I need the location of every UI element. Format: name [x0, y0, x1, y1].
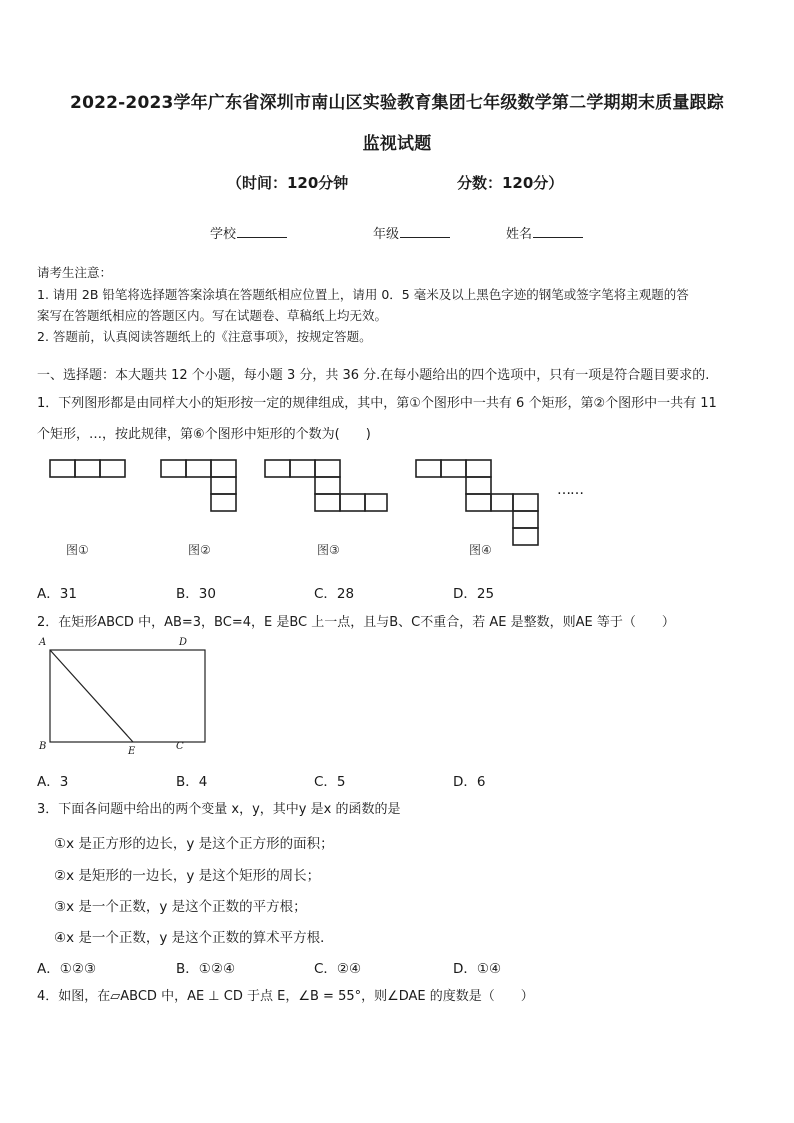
q1-figures	[0, 455, 794, 575]
school-label: 学校	[210, 227, 237, 242]
q3-option-c[interactable]: C．②④	[314, 961, 362, 977]
exam-score: 分数：120分）	[457, 174, 564, 192]
q2-option-b[interactable]: B．4	[176, 774, 208, 790]
q1-option-a[interactable]: A．31	[37, 586, 77, 602]
school-blank	[237, 236, 287, 238]
q3-item-3: ③x 是一个正数，y 是这个正数的平方根；	[54, 899, 307, 915]
grade-field	[373, 223, 450, 242]
q1-fig-label-1: 图①	[66, 543, 89, 557]
q2-option-c[interactable]: C．5	[314, 774, 346, 790]
q3-option-b[interactable]: B．①②④	[176, 961, 236, 977]
q1-fig-label-4: 图④	[469, 543, 492, 557]
q2-label-e: E	[128, 746, 136, 757]
q1-fig-label-2: 图②	[188, 543, 211, 557]
notice-heading: 请考生注意：	[37, 265, 113, 280]
exam-title-line2: 监视试题	[362, 134, 432, 154]
q2-text: 2．在矩形ABCD 中，AB=3，BC=4，E 是BC 上一点，且与B、C不重合，若 AE 是整数，则AE 等于（ ）	[37, 615, 675, 630]
grade-label: 年级	[373, 227, 400, 242]
notice-line2: 案写在答题纸相应的答题区内。写在试题卷、草稿纸上均无效。	[37, 308, 388, 323]
q3-item-2: ②x 是矩形的一边长，y 是这个矩形的周长；	[54, 868, 321, 884]
q3-item-4: ④x 是一个正数，y 是这个正数的算术平方根．	[54, 930, 334, 946]
q3-text: 3．下面各问题中给出的两个变量 x，y，其中y 是x 的函数的是	[37, 802, 401, 817]
notice-line1: 1. 请用 2B 铅笔将选择题答案涂填在答题纸相应位置上，请用 0．5 毫米及以上黑色字迹的钢笔或签字笔将主观题的答	[37, 287, 689, 302]
q1-option-d[interactable]: D．25	[453, 586, 495, 602]
q1-option-b[interactable]: B．30	[176, 586, 216, 602]
q3-option-d[interactable]: D．①④	[453, 961, 502, 977]
q2-label-b: B	[39, 741, 47, 752]
name-field	[506, 223, 583, 242]
notice-line3: 2. 答题前，认真阅读答题纸上的《注意事项》，按规定答题。	[37, 329, 372, 344]
q3-item-1: ①x 是正方形的边长，y 是这个正方形的面积；	[54, 836, 334, 852]
school-field	[210, 223, 287, 242]
q1-ellipsis: ……	[557, 482, 583, 498]
section-heading: 一、选择题：本大题共 12 个小题，每小题 3 分，共 36 分.在每小题给出的四个选项中，只有一项是符合题目要求的.	[37, 368, 710, 383]
q2-option-a[interactable]: A．3	[37, 774, 69, 790]
q2-label-a: A	[39, 637, 47, 648]
grade-blank	[400, 236, 450, 238]
q1-line1: 1．下列图形都是由同样大小的矩形按一定的规律组成，其中，第①个图形中一共有 6 个矩形，第②个图形中一共有 11	[37, 396, 717, 411]
name-blank	[533, 236, 583, 238]
q3-option-a[interactable]: A．①②③	[37, 961, 97, 977]
q1-fig-label-3: 图③	[317, 543, 340, 557]
q4-text: 4．如图，在▱ABCD 中，AE ⊥ CD 于点 E，∠B = 55°，则∠DAE 的度数是（ ）	[37, 989, 534, 1004]
q2-option-d[interactable]: D．6	[453, 774, 486, 790]
q2-label-d: D	[179, 637, 188, 648]
q2-label-c: C	[176, 741, 184, 752]
q1-line2: 个矩形，…，按此规律，第⑥个图形中矩形的个数为( )	[37, 427, 371, 442]
name-label: 姓名	[506, 227, 533, 242]
q1-option-c[interactable]: C．28	[314, 586, 355, 602]
exam-title-line1: 2022-2023学年广东省深圳市南山区实验教育集团七年级数学第二学期期末质量跟踪	[70, 93, 724, 113]
exam-time: （时间：120分钟	[227, 174, 349, 192]
